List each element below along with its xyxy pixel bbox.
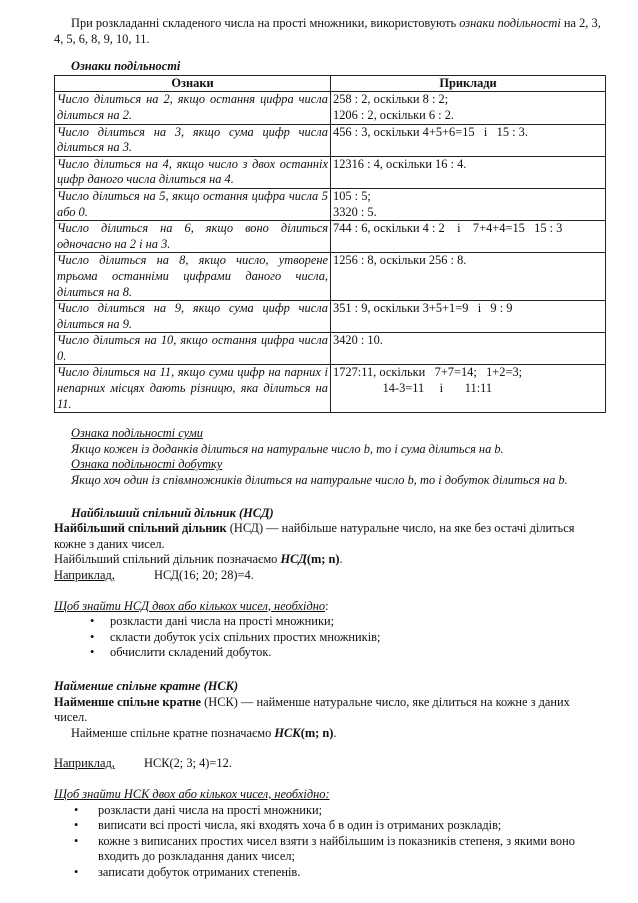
table-row xyxy=(55,333,606,365)
sum-rule-text: Якщо кожен із доданків ділиться на натуральне число b, то і сума ділиться на b. xyxy=(71,441,504,456)
sign-cell: Число ділиться на 5, якщо остання цифра числа 5 або 0. xyxy=(55,188,331,220)
divisibility-rules-block xyxy=(54,426,606,488)
gcd-steps-list xyxy=(54,614,606,661)
table-row xyxy=(55,365,606,413)
sign-cell: Число ділиться на 11, якщо суми цифр на парних і непарних місцях дають різницю, яка ділиться на 11. xyxy=(55,365,331,413)
gcd-example: Наприклад, НСД(16; 20; 28)=4. xyxy=(54,568,254,582)
product-rule-text: Якщо хоч один із співмножників ділиться на натуральне число b, то і добуток ділиться на b. xyxy=(71,473,568,488)
bullet-icon: • xyxy=(90,645,95,660)
lcm-heading: Найменше спільне кратне (НСК) xyxy=(54,678,239,693)
example-cell: 12316 : 4, оскільки 16 : 4. xyxy=(331,156,606,188)
sign-cell: Число ділиться на 2, якщо остання цифра числа ділиться на 2. xyxy=(55,92,331,124)
sign-cell: Число ділиться на 9, якщо сума цифр числа ділиться на 9. xyxy=(55,301,331,333)
table-row xyxy=(55,92,606,124)
table-title: Ознаки подільності xyxy=(71,59,181,74)
gcd-notation: Найбільший спільний дільник позначаємо НСД(m; n). xyxy=(54,552,343,567)
divisibility-table xyxy=(54,75,606,413)
table-row xyxy=(55,124,606,156)
gcd-howto: Щоб знайти НСД двох або кількох чисел, необхідно: xyxy=(54,598,329,613)
list-item: • скласти добуток усіх спільних простих множників; xyxy=(90,629,381,644)
table-row xyxy=(55,301,606,333)
example-cell: 1727:11, оскільки 7+7=14; 1+2=3; 14-3=11 і 11:11 xyxy=(331,365,606,413)
intro-paragraph: При розкладанні складеного числа на прості множники, використовують ознаки подільності на 2, 3, 4, 5, 6, 8, 9, 10, 11. xyxy=(54,16,601,46)
example-cell: 351 : 9, оскільки 3+5+1=9 і 9 : 9 xyxy=(331,301,606,333)
example-cell: 105 : 5; 3320 : 5. xyxy=(331,188,606,220)
bullet-icon: • xyxy=(74,818,79,833)
lcm-notation: Найменше спільне кратне позначаємо НСК(m; n). xyxy=(71,725,337,740)
lcm-steps-list xyxy=(54,803,606,881)
example-cell: 456 : 3, оскільки 4+5+6=15 і 15 : 3. xyxy=(331,124,606,156)
list-item: • записати добуток отриманих степенів. xyxy=(74,864,301,879)
lcm-example: Наприклад, НСК(2; 3; 4)=12. xyxy=(54,756,232,771)
document-page xyxy=(54,16,606,881)
sign-cell: Число ділиться на 8, якщо число, утворене трьома останніми цифрами даного числа, ділиться на 8. xyxy=(55,253,331,301)
table-row xyxy=(55,253,606,301)
lcm-definition: Найменше спільне кратне (НСК) — найменше натуральне число, яке ділиться на кожне з даних чисел. xyxy=(54,694,570,725)
bullet-icon: • xyxy=(74,802,79,817)
gcd-definition: Найбільший спільний дільник (НСД) — найбільше натуральне число, на яке без остачі ділиться кожне з даних чисел. xyxy=(54,521,575,551)
table-row xyxy=(55,221,606,253)
sign-cell: Число ділиться на 4, якщо число з двох останніх цифр даного числа ділиться на 4. xyxy=(55,156,331,188)
list-item: • виписати всі прості числа, які входять хоча б в один із отриманих розкладів; xyxy=(74,818,502,833)
column-header-signs: Ознаки xyxy=(55,75,331,92)
sum-rule-title: Ознака подільності суми xyxy=(71,426,203,441)
list-item: • розкласти дані числа на прості множники; xyxy=(90,614,335,629)
bullet-icon: • xyxy=(90,629,95,644)
table-row xyxy=(55,188,606,220)
list-item: • розкласти дані числа на прості множники; xyxy=(74,802,323,817)
gcd-heading: Найбільший спільний дільник (НСД) xyxy=(71,505,274,520)
example-cell: 258 : 2, оскільки 8 : 2; 1206 : 2, оскільки 6 : 2. xyxy=(331,92,606,124)
list-item: • обчислити складений добуток. xyxy=(90,645,272,660)
column-header-examples: Приклади xyxy=(331,75,606,92)
sign-cell: Число ділиться на 6, якщо воно ділиться одночасно на 2 і на 3. xyxy=(55,221,331,253)
bullet-icon: • xyxy=(74,833,79,848)
example-cell: 3420 : 10. xyxy=(331,333,606,365)
table-row xyxy=(55,156,606,188)
sign-cell: Число ділиться на 10, якщо остання цифра числа 0. xyxy=(55,333,331,365)
example-cell: 1256 : 8, оскільки 256 : 8. xyxy=(331,253,606,301)
table-header-row xyxy=(55,75,606,92)
lcm-howto: Щоб знайти НСК двох або кількох чисел, необхідно: xyxy=(54,786,330,801)
bullet-icon: • xyxy=(74,864,79,879)
bullet-icon: • xyxy=(90,614,95,629)
sign-cell: Число ділиться на 3, якщо сума цифр числа ділиться на 3. xyxy=(55,124,331,156)
list-item: • кожне з виписаних простих чисел взяти з найбільшим із показників степеня, з якими воно входить до розкладання даних чисел; xyxy=(74,833,575,864)
product-rule-title: Ознака подільності добутку xyxy=(71,457,223,472)
example-cell: 744 : 6, оскільки 4 : 2 і 7+4+4=15 15 : 3 xyxy=(331,221,606,253)
